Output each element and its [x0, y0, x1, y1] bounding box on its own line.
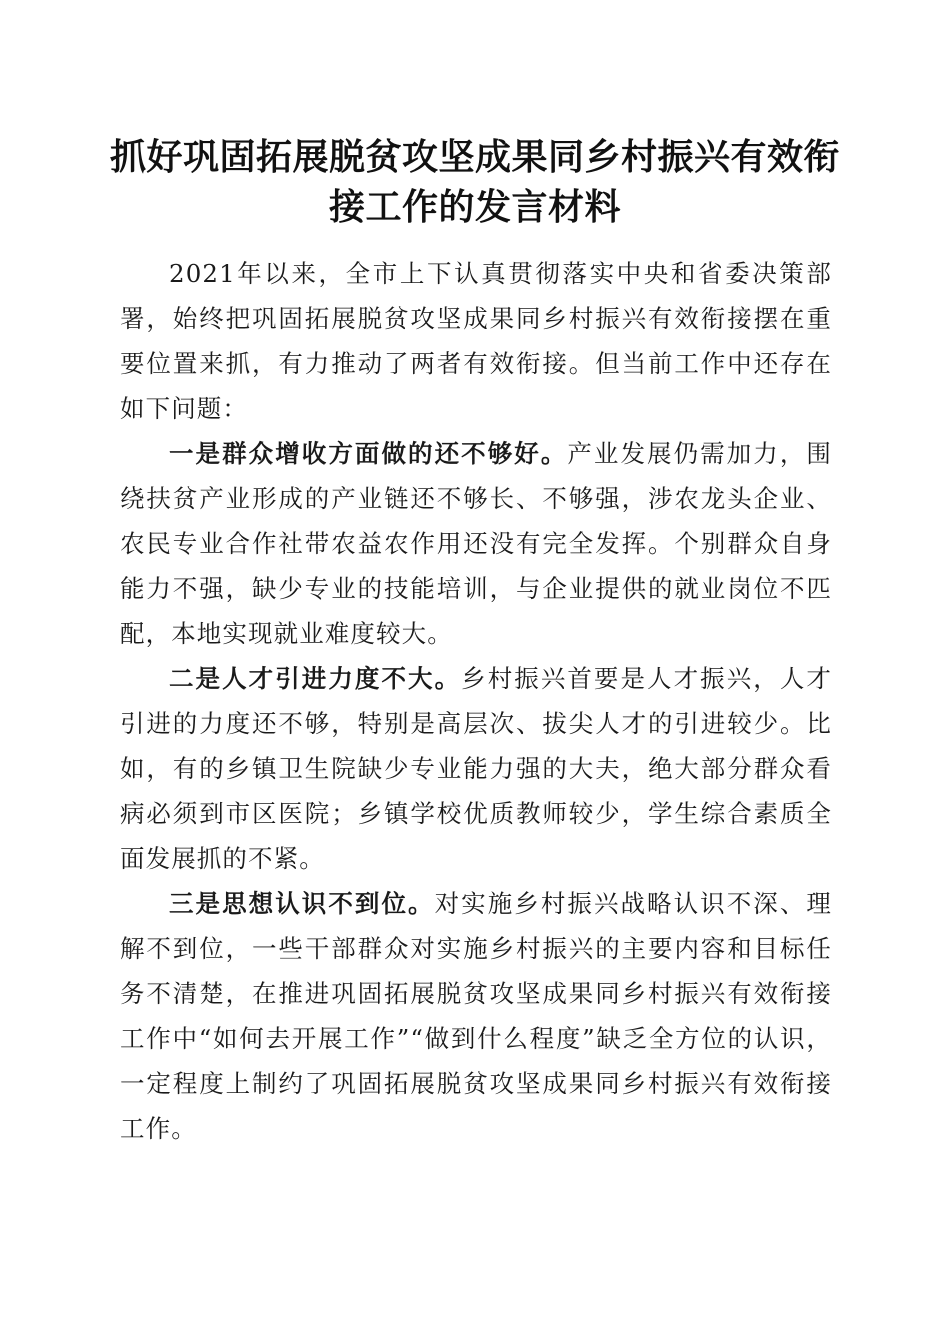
- issue-2-text: 乡村振兴首要是人才振兴，人才引进的力度还不够，特别是高层次、拔尖人才的引进较少。比如，有的乡镇卫生院缺少专业能力强的大夫，绝大部分群众看病必须到市区医院；乡镇学校优质教师较少，学生综合素质全面发展抓的不紧。: [120, 664, 832, 873]
- intro-paragraph: [120, 251, 832, 431]
- document-title-line-1: 抓好巩固拓展脱贫攻坚成果同乡村振兴有效衔: [109, 136, 840, 178]
- intro-paragraph-text: 2021年以来，全市上下认真贯彻落实中央和省委决策部署，始终把巩固拓展脱贫攻坚成果同乡村振兴有效衔接摆在重要位置来抓，有力推动了两者有效衔接。但当前工作中还存在如下问题：: [120, 259, 832, 423]
- issue-2-heading: 二是人才引进力度不大。: [169, 664, 462, 693]
- issue-3-heading: 三是思想认识不到位。: [169, 889, 435, 918]
- issue-1-text: 产业发展仍需加力，围绕扶贫产业形成的产业链还不够长、不够强，涉农龙头企业、农民专业合作社带农益农作用还没有完全发挥。个别群众自身能力不强，缺少专业的技能培训，与企业提供的就业岗位不匹配，本地实现就业难度较大。: [120, 439, 832, 648]
- issue-paragraph-1: [120, 431, 832, 656]
- issue-paragraph-3: [120, 881, 832, 1151]
- document-title-line-2: 接工作的发言材料: [328, 186, 621, 228]
- issue-1-heading: 一是群众增收方面做的还不够好。: [169, 439, 568, 468]
- document-body: [120, 251, 832, 1151]
- issue-paragraph-2: [120, 656, 832, 881]
- document-title: [100, 132, 850, 232]
- issue-3-text: 对实施乡村振兴战略认识不深、理解不到位，一些干部群众对实施乡村振兴的主要内容和目标任务不清楚，在推进巩固拓展脱贫攻坚成果同乡村振兴有效衔接工作中“如何去开展工作”“做到什么程度”缺乏全方位的认识，一定程度上制约了巩固拓展脱贫攻坚成果同乡村振兴有效衔接工作。: [120, 889, 833, 1143]
